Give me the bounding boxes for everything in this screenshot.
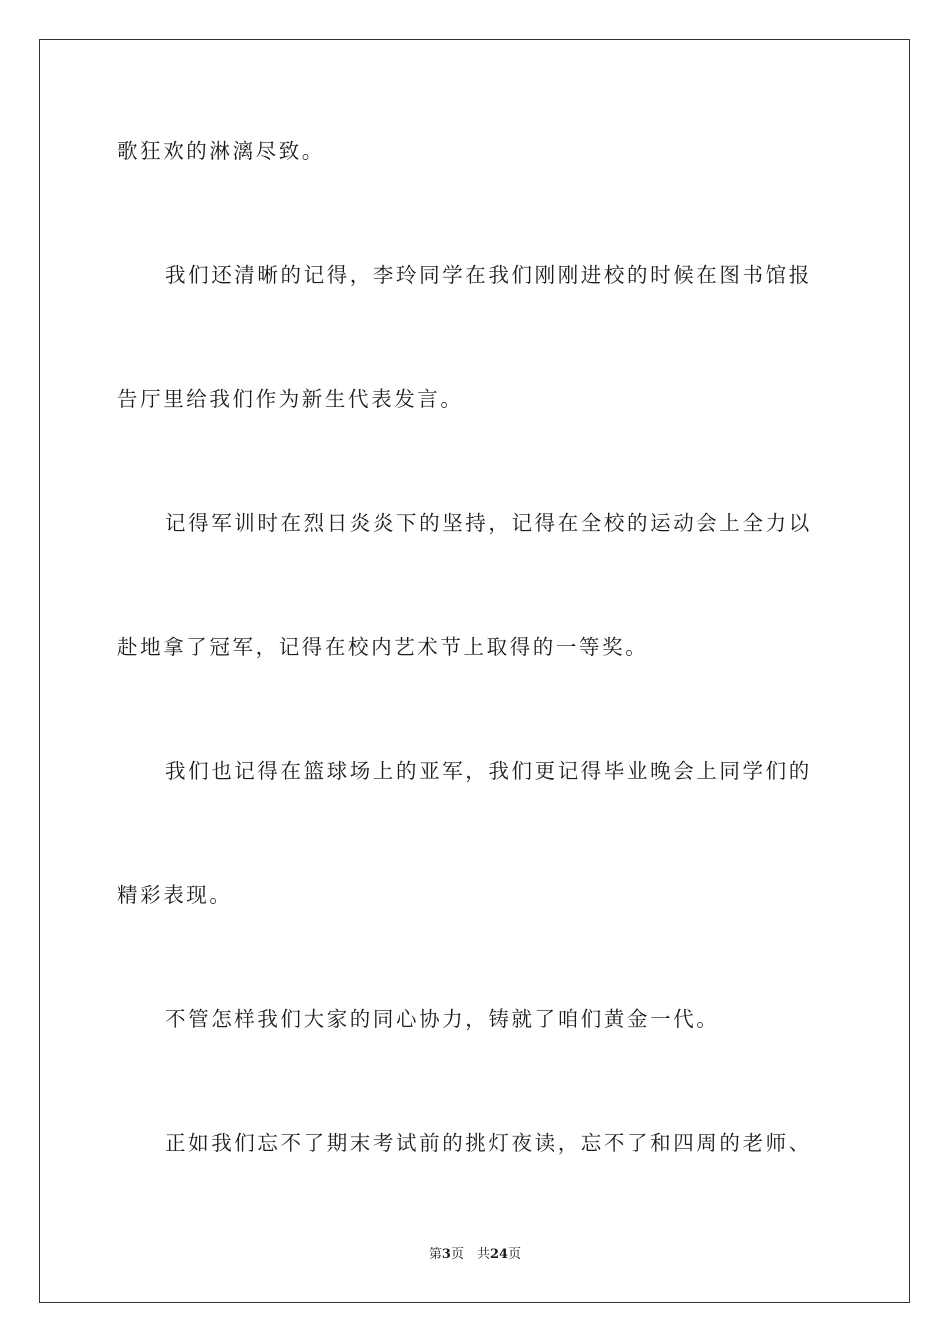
text-line: 不管怎样我们大家的同心协力，铸就了咱们黄金一代。 [165, 1007, 720, 1031]
text-line: 歌狂欢的淋漓尽致。 [117, 139, 325, 163]
page-border [39, 39, 910, 1303]
text-line: 我们也记得在篮球场上的亚军，我们更记得毕业晚会上同学们的 [165, 759, 812, 783]
page-mid: 页 共 [450, 1247, 490, 1262]
page-prefix: 第 [428, 1247, 442, 1262]
text-line: 精彩表现。 [117, 883, 233, 907]
text-line: 告厅里给我们作为新生代表发言。 [117, 387, 464, 411]
text-line: 记得军训时在烈日炎炎下的坚持，记得在全校的运动会上全力以 [165, 511, 812, 535]
text-line: 赴地拿了冠军，记得在校内艺术节上取得的一等奖。 [117, 635, 649, 659]
text-line: 我们还清晰的记得，李玲同学在我们刚刚进校的时候在图书馆报 [165, 263, 812, 287]
total-pages-number: 24 [489, 1247, 509, 1262]
page-footer [0, 1246, 950, 1264]
current-page-number: 3 [441, 1247, 451, 1262]
page-suffix: 页 [508, 1247, 522, 1262]
text-line: 正如我们忘不了期末考试前的挑灯夜读，忘不了和四周的老师、 [165, 1131, 812, 1155]
